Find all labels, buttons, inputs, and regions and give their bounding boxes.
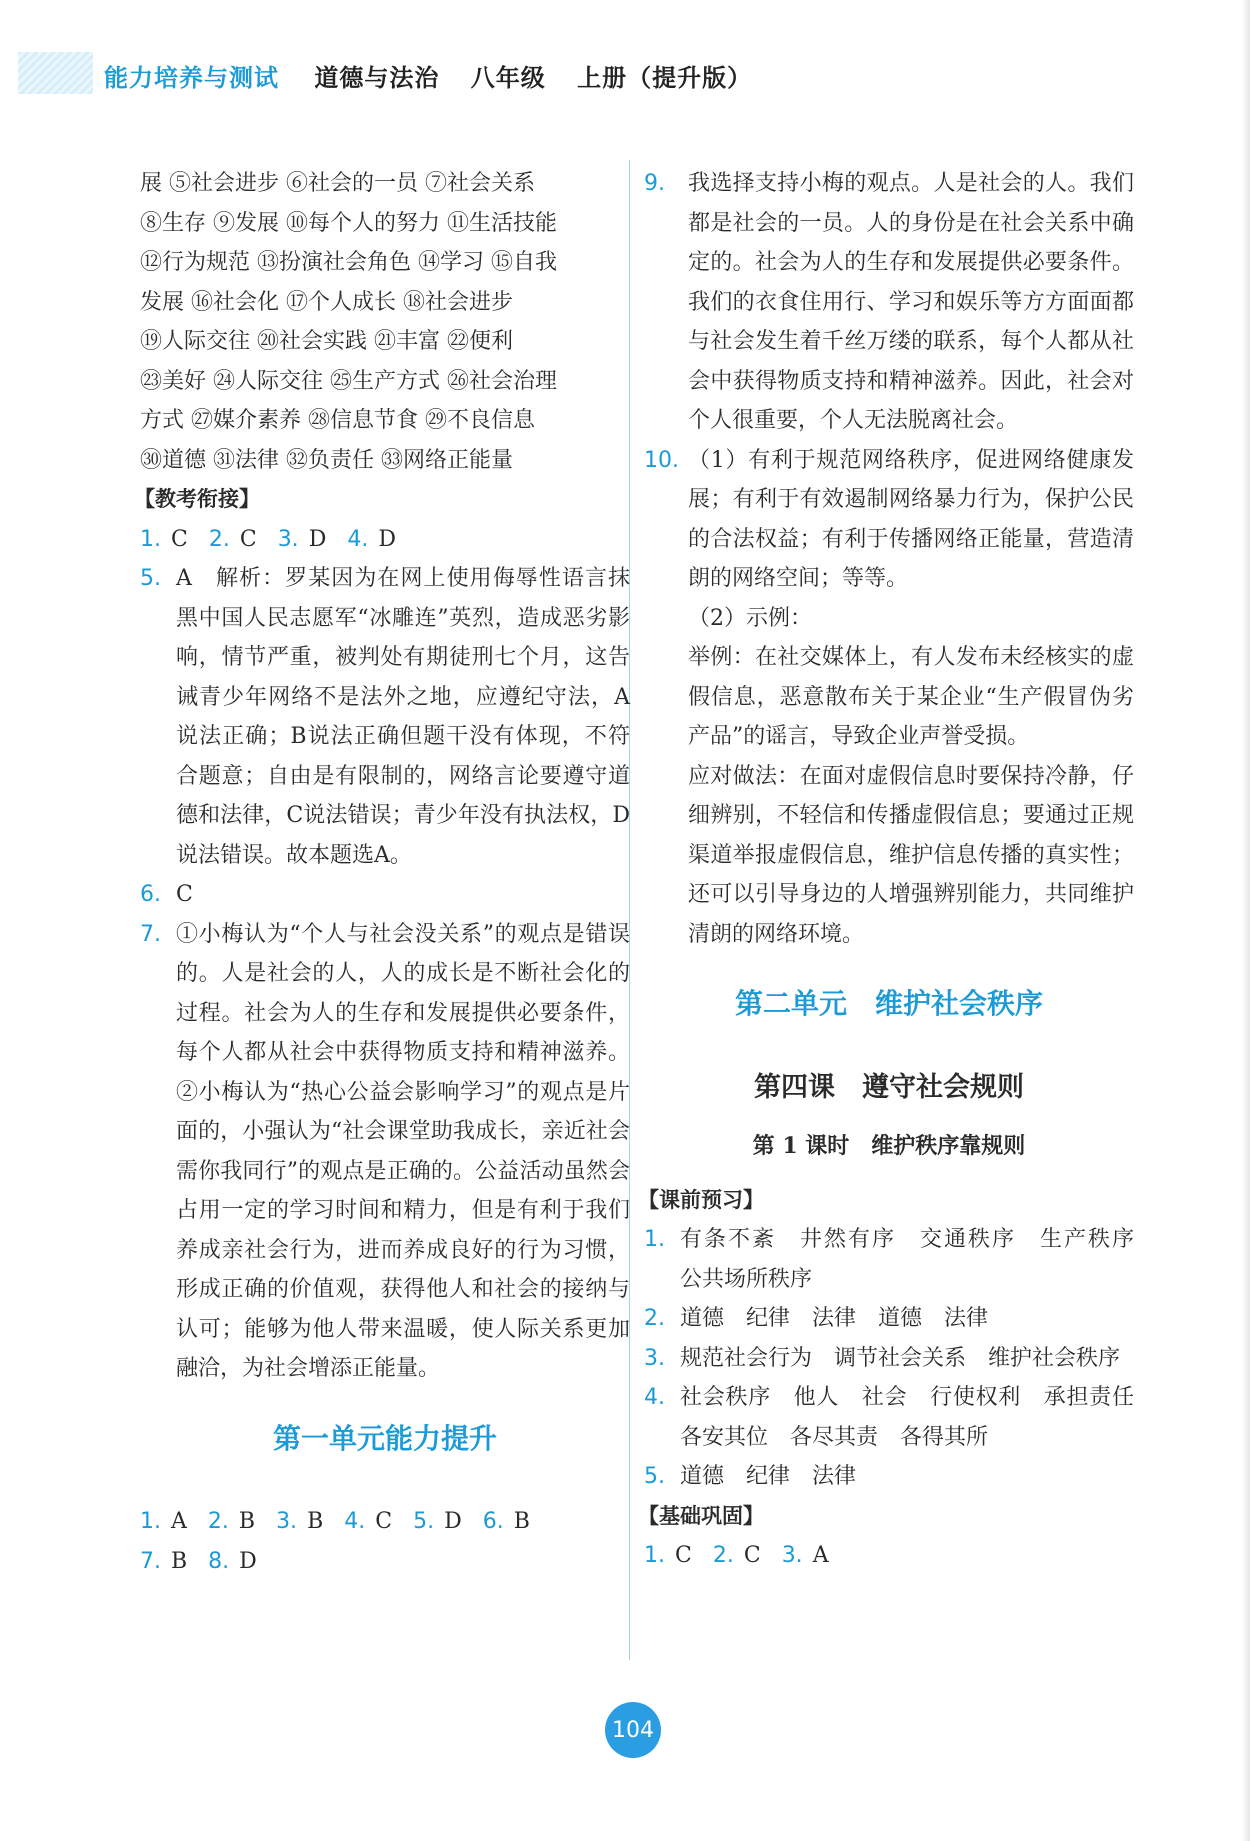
- cont-line: 方式 ㉗媒介素养 ㉘信息节食 ㉙不良信息: [140, 408, 535, 433]
- lesson4-title: 第四课 遵守社会规则: [754, 1071, 1024, 1103]
- page-spine-shadow: [1242, 0, 1250, 1841]
- header-decoration: [18, 52, 93, 94]
- section-heading: 【课前预习】: [638, 1187, 764, 1212]
- question-9: 9. 我选择支持小梅的观点。人是社会的人。我们都是社会的一员。人的身份是在社会关系中确定的。社会为人的生存和发展提供必要条件。我们的衣食住用行、学习和娱乐等方方面面都与社会发生着千丝万缕的联系，每个人都从社会中获得物质支持和精神滋养。因此，社会对个人很重要，个人无法脱离社会。: [644, 171, 1134, 433]
- unit2-title: 第二单元 维护社会秩序: [734, 987, 1043, 1020]
- left-column: [134, 164, 630, 1581]
- cont-line: ⑧生存 ⑨发展 ⑩每个人的努力 ⑪生活技能: [140, 210, 557, 236]
- preview-item: 1. 有条不紊 井然有序 交通秩序 生产秩序 公共场所秩序: [644, 1227, 1157, 1292]
- question-6: 6. C: [140, 882, 193, 907]
- cont-line: 展 ⑤社会进步 ⑥社会的一员 ⑦社会关系: [140, 171, 535, 196]
- answer-row: 7. B 8. D: [140, 1548, 257, 1574]
- header-grade: 八年级: [470, 64, 546, 92]
- cont-line: ⑫行为规范 ⑬扮演社会角色 ⑭学习 ⑮自我: [140, 250, 557, 275]
- answer-row: 1. C 2. C 3. D 4. D: [140, 526, 396, 552]
- answer-row: 1. C 2. C 3. A: [644, 1543, 829, 1568]
- header-subject: 道德与法治: [314, 64, 440, 92]
- question-10: 10. （1）有利于规范网络秩序，促进网络健康发展；有利于有效遏制网络暴力行为，保护公民的合法权益；有利于传播网络正能量，营造清朗的网络空间；等等。: [644, 447, 1134, 591]
- question-5: 5. A 解析：罗某因为在网上使用侮辱性语言抹黑中国人民志愿军“冰雕连”英烈，造成恶劣影响，情节严重，被判处有期徒刑七个月，这告诫青少年网络不是法外之地，应遵纪守法，A说法正确；B说法正确但题干没有体现，不符合题意；自由是有限制的，网络言论要遵守道德和法律，C说法错误；青少年没有执法权，D说法错误。故本题选A。: [140, 566, 630, 868]
- section-heading: 【教考衔接】: [134, 487, 260, 511]
- period1-title: 第 1 课时 维护秩序靠规则: [752, 1133, 1026, 1159]
- answer-row: 1. A 2. B 3. B 4. C 5. D 6. B: [140, 1509, 530, 1534]
- right-column: [638, 164, 1157, 1576]
- preview-item: 2. 道德 纪律 法律 道德 法律: [644, 1306, 989, 1331]
- cont-line: 发展 ⑯社会化 ⑰个人成长 ⑱社会进步: [140, 289, 513, 315]
- preview-item: 4. 社会秩序 他人 社会 行使权利 承担责任 各安其位 各尽其责 各得其所: [644, 1385, 1157, 1450]
- cont-line: ⑲人际交往 ⑳社会实践 ㉑丰富 ㉒便利: [140, 329, 513, 354]
- question-7: 7. ①小梅认为“个人与社会没关系”的观点是错误的。人是社会的人，人的成长是不断社会化的过程。社会为人的生存和发展提供必要条件，每个人都从社会中获得物质支持和精神滋养。②小梅认为“热心公益会影响学习”的观点是片面的，小强认为“社会课堂助我成长，亲近社会需你我同行”的观点是正确的。公益活动虽然会占用一定的学习时间和精力，但是有利于我们养成亲社会行为，进而养成良好的行为习惯，形成正确的价值观，获得他人和社会的接纳与认可；能够为他人带来温暖，使人际关系更加融洽，为社会增添正能量。: [140, 921, 630, 1381]
- q10-response: 应对做法：在面对虚假信息时要保持冷静，仔细辨别，不轻信和传播虚假信息；要通过正规渠道举报虚假信息，维护信息传播的真实性；还可以引导身边的人增强辨别能力，共同维护清朗的网络环境。: [688, 763, 1134, 947]
- page-number: 104: [605, 1702, 661, 1758]
- header-volume: 上册（提升版）: [577, 64, 753, 92]
- cont-line: ㉓美好 ㉔人际交往 ㉕生产方式 ㉖社会治理: [140, 368, 557, 394]
- preview-item: 5. 道德 纪律 法律: [644, 1464, 857, 1489]
- q10-example: 举例：在社交媒体上，有人发布未经核实的虚假信息，恶意散布关于某企业“生产假冒伪劣产品”的谣言，导致企业声誉受损。: [688, 645, 1134, 749]
- q10-part2-label: （2）示例：: [688, 605, 812, 631]
- section-heading: 【基础巩固】: [638, 1503, 764, 1528]
- page-header: [104, 58, 774, 93]
- cont-line: ㉚道德 ㉛法律 ㉜负责任 ㉝网络正能量: [140, 447, 513, 473]
- header-brand: 能力培养与测试: [104, 64, 279, 92]
- unit1-title: 第一单元能力提升: [272, 1421, 497, 1455]
- preview-item: 3. 规范社会行为 调节社会关系 维护社会秩序: [644, 1345, 1121, 1371]
